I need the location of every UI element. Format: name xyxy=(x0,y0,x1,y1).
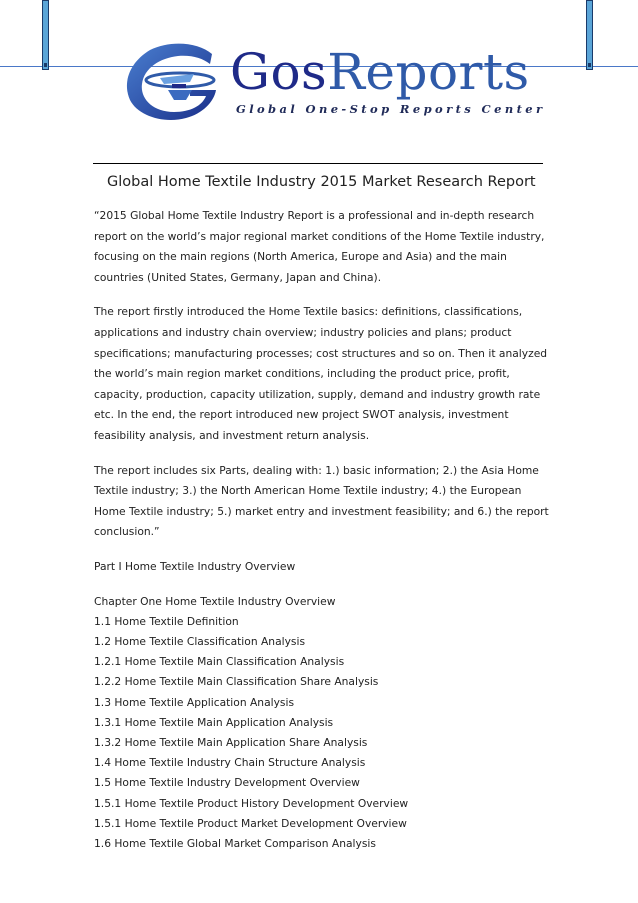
part-heading: Part I Home Textile Industry Overview xyxy=(94,559,296,573)
right-margin-bar xyxy=(586,0,593,70)
globe-emblem-icon xyxy=(120,40,232,126)
report-title: Global Home Textile Industry 2015 Market Research Report xyxy=(107,174,536,190)
toc-item: 1.3.1 Home Textile Main Application Analysis xyxy=(94,715,334,729)
logo-wordmark: GosReports xyxy=(230,43,530,101)
gosreports-logo xyxy=(120,36,546,128)
toc-item: 1.3.2 Home Textile Main Application Share Analysis xyxy=(94,735,368,749)
toc-item: 1.4 Home Textile Industry Chain Structure Analysis xyxy=(94,756,366,770)
left-margin-bar xyxy=(42,0,49,70)
toc-item: 1.2.2 Home Textile Main Classification Share Analysis xyxy=(94,675,379,689)
toc-item: 1.5.1 Home Textile Product Market Development Overview xyxy=(94,816,407,830)
toc-item: 1.3 Home Textile Application Analysis xyxy=(94,695,295,709)
toc-item: 1.2.1 Home Textile Main Classification Analysis xyxy=(94,655,345,669)
toc-item: 1.6 Home Textile Global Market Comparison Analysis xyxy=(94,836,376,850)
toc-item: Chapter One Home Textile Industry Overview xyxy=(94,594,336,608)
title-divider xyxy=(93,163,543,164)
toc-item: 1.5.1 Home Textile Product History Development Overview xyxy=(94,796,409,810)
toc-item: 1.5 Home Textile Industry Development Overview xyxy=(94,776,360,790)
paragraph-intro: “2015 Global Home Textile Industry Report is a professional and in-depth research report on the world’s major regional market conditions of the Home Textile industry, focusing on the main regions (North America, Europe and Asia) and the main countries (United States, Germany, Japan and China). xyxy=(94,209,545,284)
report-body xyxy=(94,206,549,854)
paragraph-parts: The report includes six Parts, dealing with: 1.) basic information; 2.) the Asia Home Textile industry; 3.) the North American Home Textile industry; 4.) the European Home Textile industry; 5.) market entry and investment feasibility; and 6.) the report conclusion.” xyxy=(94,463,549,539)
logo-tagline: Global One-Stop Reports Center xyxy=(236,102,546,116)
toc-item: 1.1 Home Textile Definition xyxy=(94,614,239,628)
toc-item: 1.2 Home Textile Classification Analysis xyxy=(94,634,306,648)
table-of-contents xyxy=(94,592,549,855)
paragraph-basics: The report firstly introduced the Home Textile basics: definitions, classifications, applications and industry chain overview; industry policies and plans; product specifications; manufacturing processes; cost structures and so on. Then it analyzed the world’s main region market conditions, including the product price, profit, capacity, production, capacity utilization, supply, demand and industry growth rate etc. In the end, the report introduced new project SWOT analysis, investment feasibility analysis, and investment return analysis. xyxy=(94,305,548,442)
